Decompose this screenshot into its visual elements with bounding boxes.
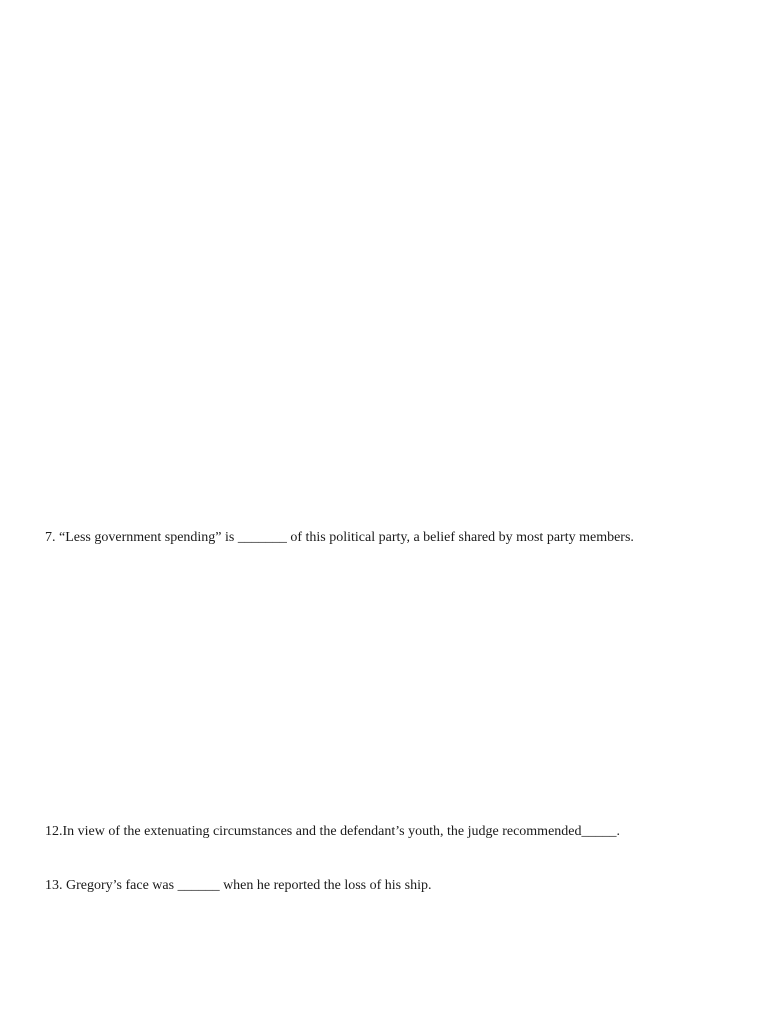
question-12: 12.In view of the extenuating circumstances and the defendant’s youth, the judge recommended_____. <box>45 824 620 839</box>
question-13: 13. Gregory’s face was ______ when he reported the loss of his ship. <box>45 878 432 893</box>
question-7: 7. “Less government spending” is _______ of this political party, a belief shared by most party members. <box>45 530 634 545</box>
